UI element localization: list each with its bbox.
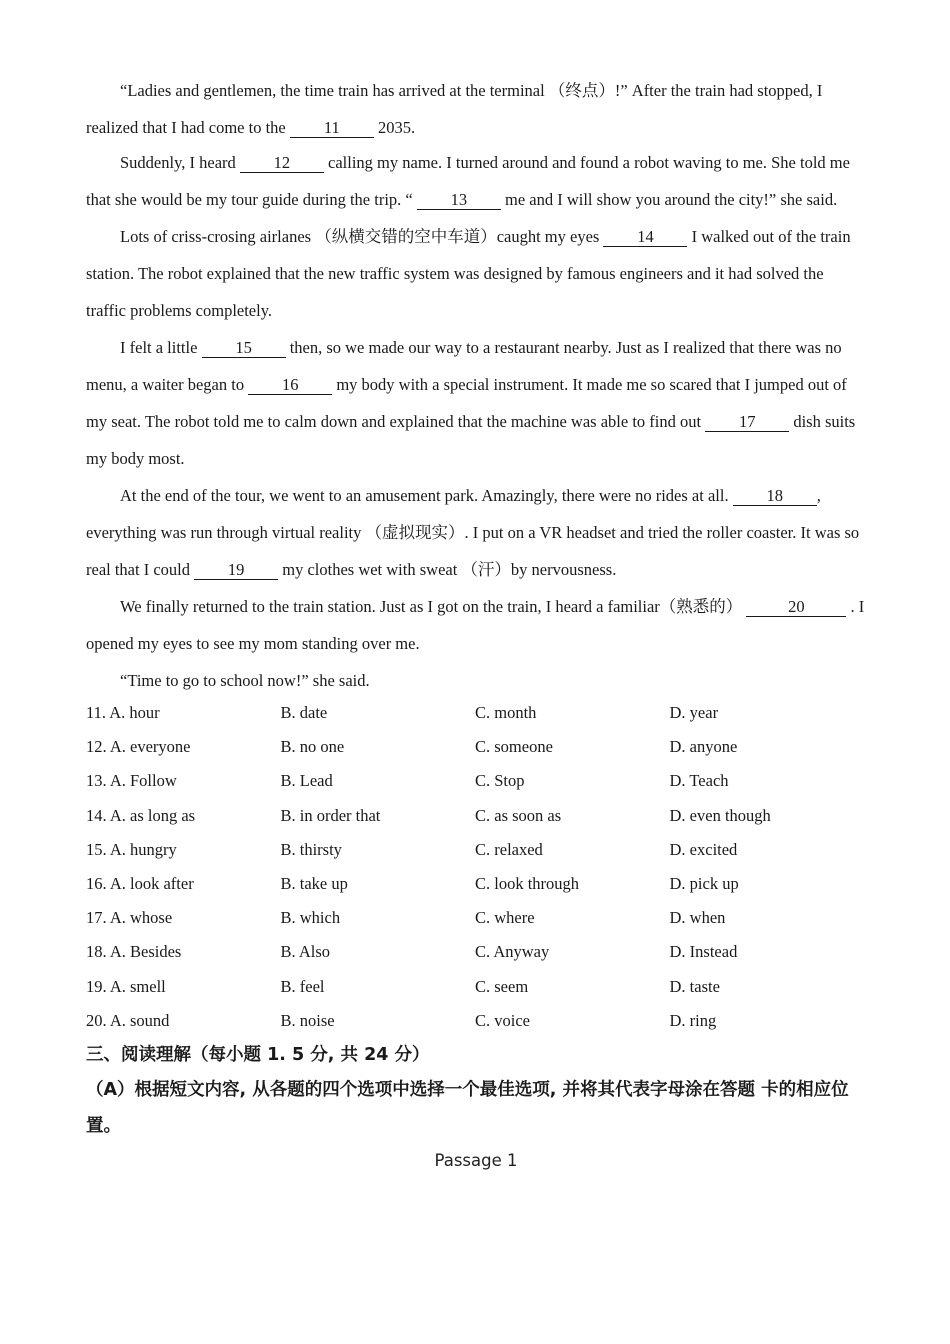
- option-a: 13. A. Follow: [86, 771, 177, 791]
- option-d: D. even though: [669, 805, 771, 825]
- option-d: D. anyone: [669, 737, 738, 757]
- option-row-14: [86, 799, 866, 833]
- option-c: C. where: [475, 908, 535, 928]
- option-d: D. excited: [669, 839, 738, 859]
- option-a: 18. A. Besides: [86, 942, 182, 962]
- option-row-18: [86, 935, 866, 969]
- paragraph-text: “Time to go to school now!” she said.: [120, 671, 370, 690]
- paragraph-text: At the end of the tour, we went to an amusement park. Amazingly, there were no rides at all.: [120, 486, 729, 505]
- blank-14: 14: [603, 228, 687, 247]
- option-b: B. which: [280, 908, 341, 928]
- paragraph-1: [86, 72, 866, 146]
- blank-20: 20: [746, 598, 846, 617]
- passage-label: Passage 1: [434, 1150, 518, 1170]
- paragraph-6: [86, 588, 866, 662]
- paragraph-text: then, so we made our way to a restaurant nearby. Just as I realized that there was no menu, a waiter began to: [86, 338, 842, 394]
- option-d: D. taste: [669, 976, 720, 996]
- paragraph-text: calling my name. I turned around and found a robot waving to me. She told me that she would be my tour guide during the trip. “: [86, 153, 850, 209]
- option-d: D. Instead: [669, 942, 738, 962]
- blank-19: 19: [194, 561, 278, 580]
- option-a: 11. A. hour: [86, 703, 160, 722]
- paragraph-text: dish suits my body most.: [86, 412, 856, 468]
- option-a: 14. A. as long as: [86, 805, 196, 825]
- blank-17: 17: [705, 413, 789, 432]
- option-row-12: [86, 730, 866, 764]
- paragraph-7: [86, 662, 866, 699]
- option-d: D. ring: [669, 1010, 717, 1030]
- paragraph-text: I felt a little: [120, 338, 198, 357]
- paragraph-5: [86, 477, 866, 588]
- paragraph-text: 2035.: [378, 118, 416, 137]
- option-a: 12. A. everyone: [86, 737, 191, 757]
- paragraph-text: me and I will show you around the city!” she said.: [504, 190, 838, 209]
- blank-15: 15: [202, 339, 286, 358]
- option-row-15: [86, 833, 866, 867]
- option-row-19: [86, 970, 866, 1004]
- option-c: C. Anyway: [475, 942, 550, 962]
- paragraph-text: We finally returned to the train station. Just as I got on the train, I heard a familiar（熟悉的）: [120, 597, 743, 616]
- option-d: D. year: [669, 703, 719, 722]
- option-a: 15. A. hungry: [86, 839, 177, 859]
- option-a: 19. A. smell: [86, 976, 166, 996]
- paragraph-text: my body with a special instrument. It made me so scared that I jumped out of my seat. The robot told me to calm down and explained that the machine was able to find out: [86, 375, 847, 431]
- paragraph-text: “Ladies and gentlemen, the time train has arrived at the terminal （终点）!” After the train had stopped, I realized that I had come to the: [86, 81, 823, 137]
- paragraph-4: [86, 329, 866, 477]
- option-c: C. look through: [475, 873, 580, 893]
- option-b: B. take up: [280, 873, 348, 893]
- paragraph-text: Suddenly, I heard: [120, 153, 236, 172]
- option-b: B. in order that: [280, 805, 381, 825]
- section-instruction: （A）根据短文内容, 从各题的四个选项中选择一个最佳选项, 并将其代表字母涂在答题 卡的相应位置。: [86, 1079, 849, 1136]
- option-c: C. someone: [475, 737, 553, 757]
- option-c: C. month: [475, 703, 537, 722]
- option-row-13: [86, 764, 866, 798]
- option-d: D. when: [669, 908, 726, 928]
- option-c: C. voice: [475, 1010, 530, 1030]
- option-b: B. thirsty: [280, 839, 342, 859]
- option-b: B. feel: [280, 976, 325, 996]
- option-a: 16. A. look after: [86, 873, 194, 893]
- options-list: [86, 696, 866, 1038]
- paragraph-text: I walked out of the train station. The robot explained that the new traffic system was designed by famous engineers and it had solved the traffic problems completely.: [86, 227, 851, 320]
- option-b: B. no one: [280, 737, 345, 757]
- option-c: C. seem: [475, 976, 529, 996]
- option-b: B. noise: [280, 1010, 335, 1030]
- paragraph-text: my clothes wet with sweat （汗）by nervousness.: [282, 560, 617, 579]
- blank-18: 18: [733, 487, 817, 506]
- option-b: B. Lead: [280, 771, 333, 791]
- option-a: 17. A. whose: [86, 908, 173, 928]
- blank-11: 11: [290, 119, 374, 138]
- paragraph-3: [86, 218, 866, 329]
- blank-13: 13: [417, 191, 501, 210]
- blank-12: 12: [240, 154, 324, 173]
- document-page: [86, 72, 866, 1178]
- option-d: D. Teach: [669, 771, 729, 791]
- paragraph-text: , everything was run through virtual reality （虚拟现实）. I put on a VR headset and tried the roller coaster. It was so real that I could: [86, 486, 860, 579]
- option-c: C. Stop: [475, 771, 525, 791]
- option-b: B. Also: [280, 942, 331, 962]
- option-c: C. as soon as: [475, 805, 562, 825]
- option-row-11: [86, 696, 866, 730]
- section-heading: 三、阅读理解（每小题 1. 5 分, 共 24 分）: [86, 1044, 430, 1065]
- paragraph-text: Lots of criss-crosing airlanes （纵横交错的空中车道）caught my eyes: [120, 227, 600, 246]
- option-b: B. date: [280, 703, 328, 722]
- option-row-20: [86, 1004, 866, 1038]
- option-c: C. relaxed: [475, 839, 543, 859]
- option-row-16: [86, 867, 866, 901]
- option-row-17: [86, 901, 866, 935]
- paragraph-2: [86, 144, 866, 218]
- option-a: 20. A. sound: [86, 1010, 170, 1030]
- paragraph-text: . I opened my eyes to see my mom standing over me.: [86, 597, 865, 653]
- blank-16: 16: [248, 376, 332, 395]
- option-d: D. pick up: [669, 873, 739, 893]
